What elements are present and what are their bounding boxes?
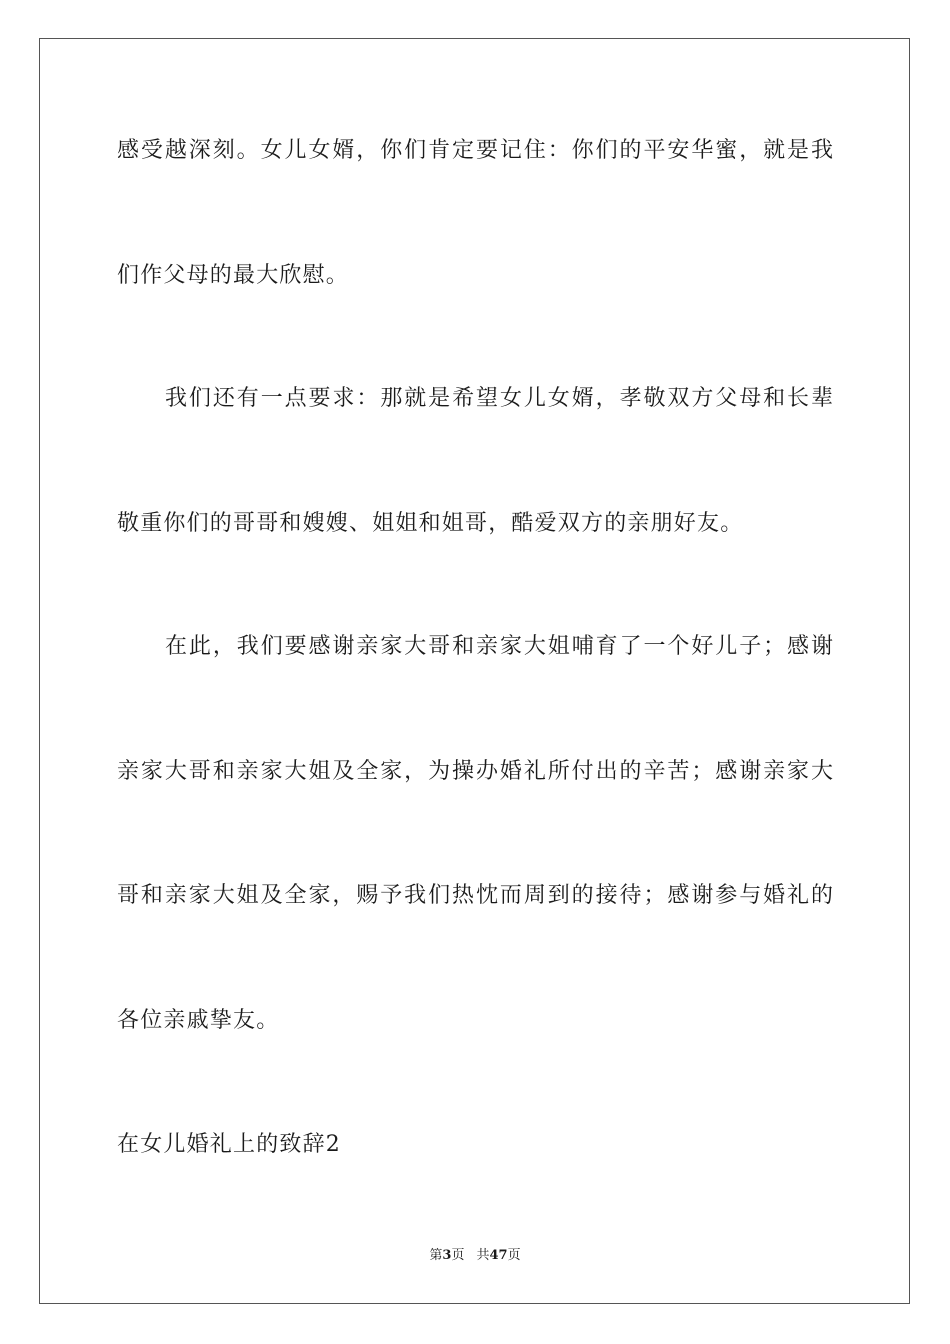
paragraph-line-5: 在此，我们要感谢亲家大哥和亲家大姐哺育了一个好儿子；感谢 <box>165 634 833 659</box>
paragraph-line-6: 亲家大哥和亲家大姐及全家，为操办婚礼所付出的辛苦；感谢亲家大 <box>117 759 833 784</box>
total-pages: 47 <box>489 1248 508 1263</box>
page-prefix: 第 <box>429 1248 443 1263</box>
page-suffix: 页 <box>451 1248 465 1263</box>
page-number: 3 <box>442 1248 452 1263</box>
paragraph-line-3: 我们还有一点要求：那就是希望女儿女婿，孝敬双方父母和长辈 <box>165 386 833 411</box>
paragraph-line-4: 敬重你们的哥哥和嫂嫂、姐姐和姐哥，酷爱双方的亲朋好友。 <box>117 511 744 536</box>
paragraph-line-8: 各位亲戚挚友。 <box>117 1008 280 1033</box>
section-heading: 在女儿婚礼上的致辞2 <box>117 1132 341 1157</box>
paragraph-line-7: 哥和亲家大姐及全家，赐予我们热忱而周到的接待；感谢参与婚礼的 <box>117 883 833 908</box>
total-prefix: 共 <box>476 1248 490 1263</box>
paragraph-line-2: 们作父母的最大欣慰。 <box>117 263 350 288</box>
page-footer <box>0 1248 950 1264</box>
paragraph-line-1: 感受越深刻。女儿女婿，你们肯定要记住：你们的平安华蜜，就是我 <box>117 138 833 163</box>
total-suffix: 页 <box>507 1248 521 1263</box>
page-border <box>39 38 910 1304</box>
